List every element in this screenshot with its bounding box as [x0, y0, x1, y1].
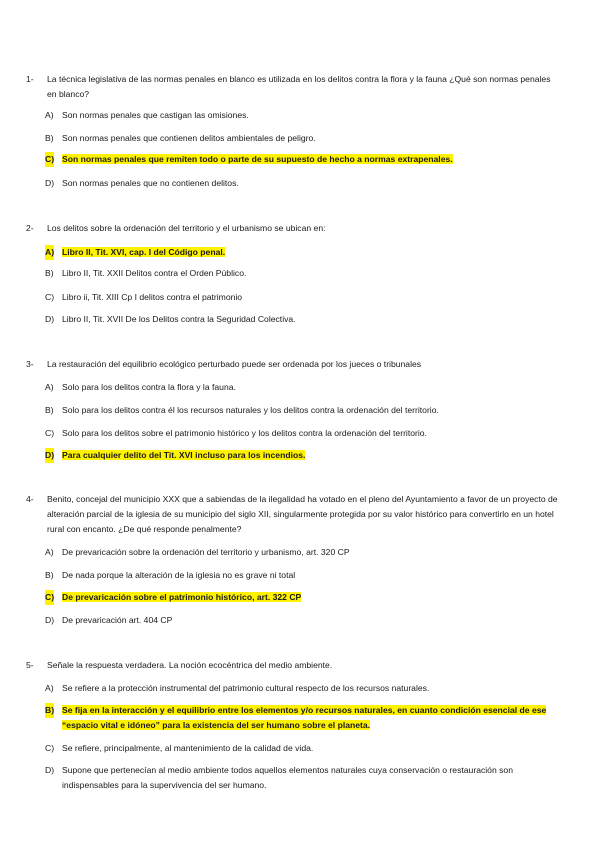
option-d: [0, 763, 600, 793]
option-text: Libro II, Tit. XVII De los Delitos contra la Seguridad Colectiva.: [62, 314, 296, 324]
option-c: [0, 426, 600, 441]
option-d-correct: [0, 448, 600, 463]
option-letter: D): [45, 178, 55, 188]
option-letter: D): [45, 448, 54, 463]
option-b-correct: [0, 703, 600, 733]
option-letter: A): [45, 382, 54, 392]
option-d: [0, 613, 600, 628]
option-text: Libro ii, Tit. XIII Cp I delitos contra el patrimonio: [62, 292, 243, 302]
option-letter: B): [45, 570, 54, 580]
question-text: Benito, concejal del municipio XXX que a sabiendas de la ilegalidad ha votado en el pleno del Ayuntamiento a favor de un proyecto de alteración parcial de la iglesia de su municipio del siglo XII, singularmente protegida por su valor histórico para convertirlo en un hotel rural con encanto. ¿De qué responde penalmente?: [47, 494, 558, 534]
option-c: [0, 741, 600, 756]
option-letter: D): [45, 615, 55, 625]
option-text: Se refiere, principalmente, al mantenimiento de la calidad de vida.: [62, 743, 314, 753]
option-a: [0, 681, 600, 696]
question-number: 4-: [26, 494, 34, 504]
option-b: [0, 403, 600, 418]
question-1: [0, 72, 600, 188]
option-b: [0, 131, 600, 146]
option-letter: C): [45, 743, 55, 753]
option-text: Supone que pertenecían al medio ambiente todos aquellos elementos naturales cuya conservación o restauración son indispensables para la supervivencia del ser humano.: [62, 765, 513, 790]
option-c-correct: [0, 590, 600, 605]
question-stem: [0, 72, 600, 102]
option-text: De prevaricación art. 404 CP: [62, 615, 173, 625]
option-letter: D): [45, 314, 55, 324]
option-text: De prevaricación sobre la ordenación del territorio y urbanismo, art. 320 CP: [62, 547, 350, 557]
option-text: Son normas penales que contienen delitos ambientales de peligro.: [62, 133, 316, 143]
option-text: Solo para los delitos contra la flora y la fauna.: [62, 382, 236, 392]
option-a: [0, 380, 600, 395]
option-text: De prevaricación sobre el patrimonio histórico, art. 322 CP: [62, 592, 302, 602]
question-stem: [0, 221, 600, 236]
option-letter: A): [45, 245, 54, 260]
option-letter: A): [45, 683, 54, 693]
question-stem: [0, 357, 600, 372]
question-text: Los delitos sobre la ordenación del territorio y el urbanismo se ubican en:: [47, 223, 326, 233]
question-number: 2-: [26, 223, 34, 233]
option-text: Son normas penales que remiten todo o parte de su supuesto de hecho a normas extrapenales.: [62, 154, 453, 164]
option-letter: C): [45, 152, 54, 167]
option-letter: D): [45, 765, 55, 775]
question-4: [0, 492, 600, 625]
option-c-correct: [0, 152, 600, 167]
option-text: De nada porque la alteración de la iglesia no es grave ni total: [62, 570, 296, 580]
question-number: 3-: [26, 359, 34, 369]
question-2: [0, 221, 600, 324]
option-a: [0, 545, 600, 560]
option-letter: B): [45, 703, 54, 718]
option-text: Se refiere a la protección instrumental del patrimonio cultural respecto de los recursos naturales.: [62, 683, 430, 693]
option-text: Libro II, Tit. XVI, cap. I del Código penal.: [62, 247, 226, 257]
option-text: Solo para los delitos sobre el patrimonio histórico y los delitos contra la ordenación del territorio.: [62, 428, 427, 438]
option-b: [0, 568, 600, 583]
question-text: Señale la respuesta verdadera. La noción ecocéntrica del medio ambiente.: [47, 660, 333, 670]
option-d: [0, 312, 600, 327]
question-text: La técnica legislativa de las normas penales en blanco es utilizada en los delitos contra la flora y la fauna ¿Qué son normas penales en blanco?: [47, 74, 551, 99]
question-5: [0, 658, 600, 790]
option-text: Se fija en la interacción y el equilibrio entre los elementos y/o recursos naturales, en cuanto condición esencial de ese “espacio vital e idóneo” para la existencia del ser humano sobre el planeta.: [62, 705, 547, 730]
question-stem: [0, 658, 600, 673]
question-number: 1-: [26, 74, 34, 84]
option-letter: C): [45, 292, 55, 302]
question-stem: [0, 492, 600, 537]
option-a-correct: [0, 245, 600, 260]
option-text: Son normas penales que no contienen delitos.: [62, 178, 239, 188]
option-letter: B): [45, 268, 54, 278]
option-a: [0, 108, 600, 123]
option-letter: B): [45, 405, 54, 415]
option-text: Libro II, Tit. XXII Delitos contra el Orden Público.: [62, 268, 247, 278]
option-letter: A): [45, 547, 54, 557]
option-b: [0, 266, 600, 281]
option-d: [0, 176, 600, 191]
option-letter: A): [45, 110, 54, 120]
option-text: Para cualquier delito del Tit. XVI incluso para los incendios.: [62, 450, 306, 460]
option-text: Son normas penales que castigan las omisiones.: [62, 110, 249, 120]
option-letter: C): [45, 428, 55, 438]
option-text: Solo para los delitos contra él los recursos naturales y los delitos contra la ordenación del territorio.: [62, 405, 439, 415]
question-3: [0, 357, 600, 460]
option-c: [0, 290, 600, 305]
option-letter: B): [45, 133, 54, 143]
question-number: 5-: [26, 660, 34, 670]
question-text: La restauración del equilibrio ecológico perturbado puede ser ordenada por los jueces o tribunales: [47, 359, 422, 369]
option-letter: C): [45, 590, 54, 605]
